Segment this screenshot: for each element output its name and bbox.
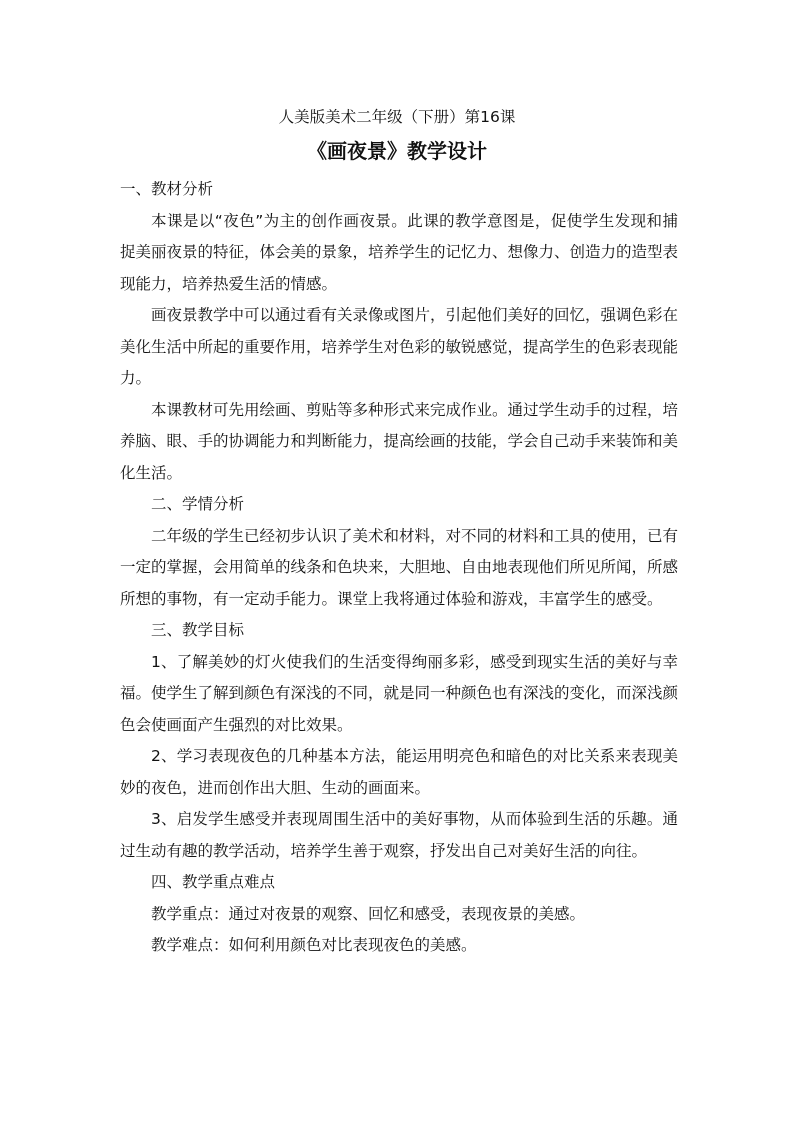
section-heading-3: 三、教学目标 [151,621,245,639]
section-heading-2: 二、学情分析 [151,495,245,513]
paragraph: 教学重点：通过对夜景的观察、回忆和感受，表现夜景的美感。 [151,904,586,923]
document-title: 《画夜景》教学设计 [307,139,487,163]
section-heading-4: 四、教学重点难点 [151,873,276,891]
paragraph: 画夜景教学中可以通过看有关录像或图片，引起他们美好的回忆，强调色彩在美化生活中所起的重要作用，培养学生对色彩的敏锐感觉，提高学生的色彩表现能力。 [120,306,679,387]
document-body [120,174,678,962]
paragraph: 3、启发学生感受并表现周围生活中的美好事物，从而体验到生活的乐趣。通过生动有趣的教学活动，培养学生善于观察，抒发出自己对美好生活的向往。 [120,810,678,860]
section-heading-1: 一、教材分析 [120,180,214,198]
paragraph: 教学难点：如何利用颜色对比表现夜色的美感。 [151,936,477,954]
document-subtitle: 人美版美术二年级（下册）第16课 [278,108,516,126]
paragraph: 2、学习表现夜色的几种基本方法，能运用明亮色和暗色的对比关系来表现美妙的夜色，进而创作出大胆、生动的画面来。 [120,747,678,797]
paragraph: 二年级的学生已经初步认识了美术和材料，对不同的材料和工具的使用，已有一定的掌握，会用简单的线条和色块来，大胆地、自由地表现他们所见所闻，所感所想的事物，有一定动手能力。课堂上我将通过体验和游戏，丰富学生的感受。 [120,526,679,608]
paragraph: 本课教材可先用绘画、剪贴等多种形式来完成作业。通过学生动手的过程，培养脑、眼、手的协调能力和判断能力，提高绘画的技能，学会自己动手来装饰和美化生活。 [120,400,679,482]
paragraph: 1、了解美妙的灯火使我们的生活变得绚丽多彩，感受到现实生活的美好与幸福。使学生了解到颜色有深浅的不同，就是同一种颜色也有深浅的变化，而深浅颜色会使画面产生强烈的对比效果。 [120,652,679,734]
paragraph: 本课是以“夜色”为主的创作画夜景。此课的教学意图是，促使学生发现和捕捉美丽夜景的特征，体会美的景象，培养学生的记忆力、想像力、创造力的造型表现能力，培养热爱生活的情感。 [120,211,679,293]
